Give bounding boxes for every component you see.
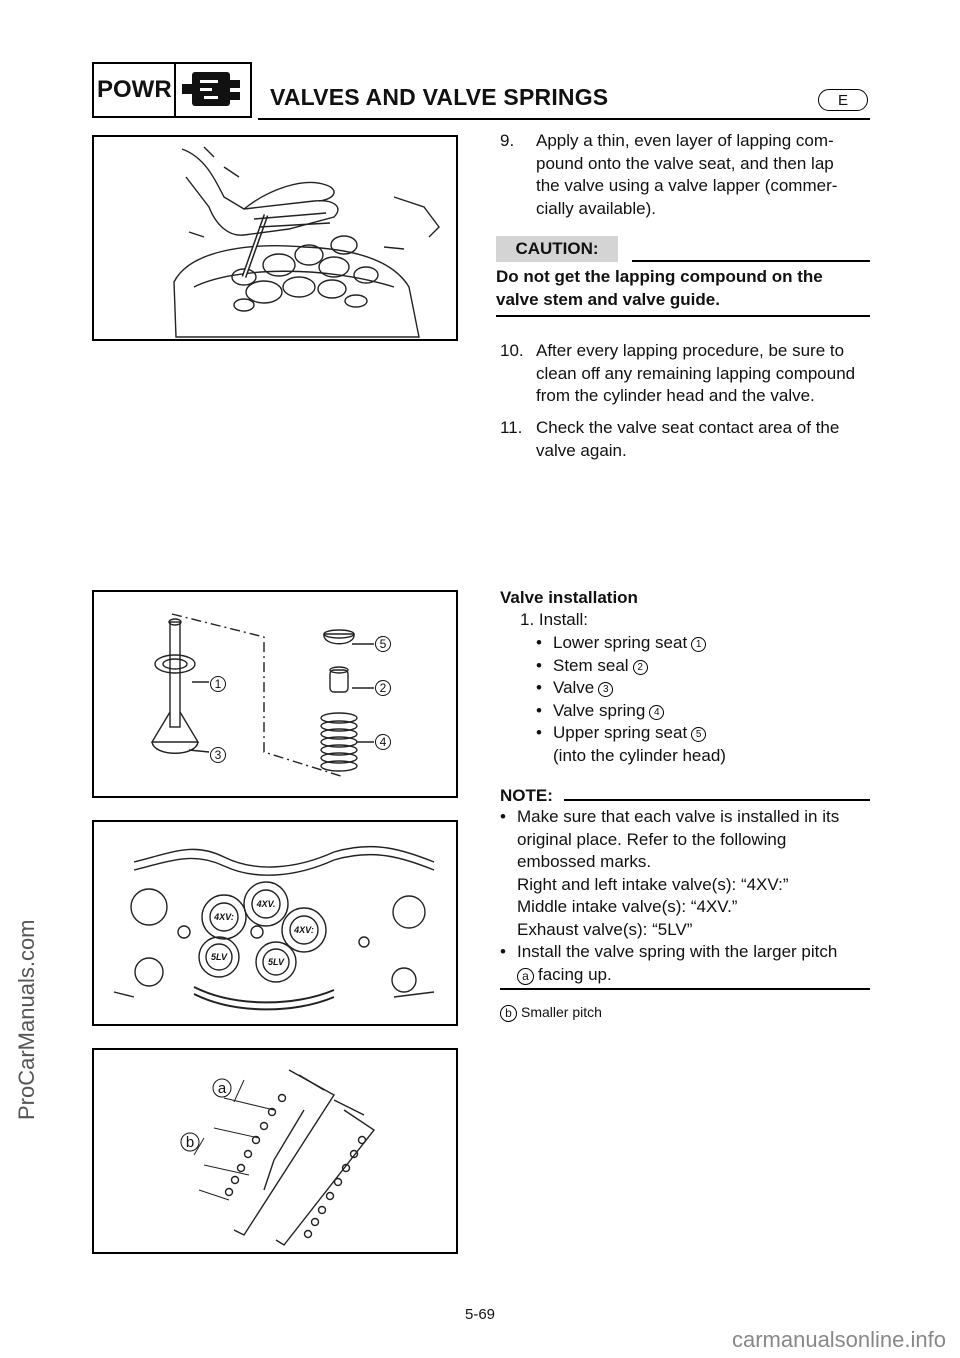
caution-end-rule [496,315,870,317]
ref-badge: 5 [691,727,706,742]
footer-watermark: carmanualsonline.info [731,1327,946,1352]
step-line: clean off any remaining lapping compound [536,363,856,383]
mark-intake-left: 4XV: [294,925,314,935]
caution-label: CAUTION: [496,236,618,262]
page-number: 5-69 [464,1306,496,1323]
ref-badge: 3 [598,682,613,697]
install-heading: Valve installation [500,588,638,607]
side-watermark: ProCarManuals.com [14,919,39,1120]
step-number: 11. [500,418,523,437]
figure-embossed-marks [92,820,458,1026]
install-item: • Valve spring 4 [536,700,870,723]
ref-badge: 2 [633,660,648,675]
install-item: • Stem seal 2 [536,655,870,678]
callout-4: 4 [379,735,387,749]
note-label: NOTE: [500,786,553,805]
callout-1: 1 [214,677,222,691]
step-9 [500,130,870,220]
step-line: from the cylinder head and the valve. [536,386,815,405]
figure-valve-parts [92,590,458,798]
language-badge: E [818,89,868,111]
install-item: • Upper spring seat 5 [536,722,870,745]
note-bullet-1: • Make sure that each valve is installed in its original place. Refer to the following embossed marks. Right and left intake valve(s): “4XV:” Middle intake valve(s): “4XV.” Exhaust valve(s): “5LV” [500,807,840,939]
step-11 [496,417,870,462]
mark-intake-middle: 4XV. [256,899,276,909]
install-list [536,632,870,767]
callout-3: 3 [214,748,222,762]
ref-badge: 1 [691,637,706,652]
legend: b Smaller pitch [500,1004,602,1022]
note-end-rule [500,988,870,990]
install-item: • Valve 3 [536,677,870,700]
step-line: After every lapping procedure, be sure to [536,341,845,360]
header-rule [258,118,870,120]
section-label: POWR [97,76,172,103]
engine-icon [180,66,248,114]
valve-parts-illustration [94,592,456,796]
lapping-illustration [94,137,456,339]
step-line: pound onto the valve seat, and then lap [536,153,834,173]
pitch-label-a: a [217,1080,227,1097]
install-step: 1. Install: [520,610,589,629]
mark-exhaust-left: 5LV [267,957,285,967]
mark-exhaust-right: 5LV [210,952,228,962]
note-rule [564,799,870,801]
caution-line: Do not get the lapping compound on the [496,267,823,286]
caution-rule [632,260,870,262]
step-10 [496,340,870,408]
figure-spring-pitch [92,1048,458,1254]
ref-badge: 4 [649,705,664,720]
step-line: valve again. [536,440,627,460]
callout-2: 2 [379,681,387,695]
step-number: 10. [500,341,524,360]
mark-intake-right: 4XV: [214,912,234,922]
callout-5: 5 [379,637,387,651]
pitch-label-b: b [185,1134,195,1151]
cylinder-head-illustration [94,822,456,1024]
install-item: • Lower spring seat 1 [536,632,870,655]
step-line: Apply a thin, even layer of lapping com- [536,131,834,150]
note-body [500,806,870,986]
step-line: Check the valve seat contact area of the [536,418,840,437]
tab-divider [174,62,176,118]
step-line: cially available). [536,198,656,218]
caution-line: valve stem and valve guide. [496,289,720,309]
page-title: VALVES AND VALVE SPRINGS [270,84,609,110]
caution-text [496,266,870,311]
ref-badge: a [517,968,534,985]
note-bullet-2: • Install the valve spring with the larger pitch a facing up. [500,942,838,984]
step-line: the valve using a valve lapper (commer- [536,176,838,195]
spring-pitch-illustration [94,1050,456,1252]
install-tail: (into the cylinder head) [553,745,726,765]
step-number: 9. [500,131,515,150]
ref-badge: b [500,1005,517,1022]
figure-lapping [92,135,458,341]
